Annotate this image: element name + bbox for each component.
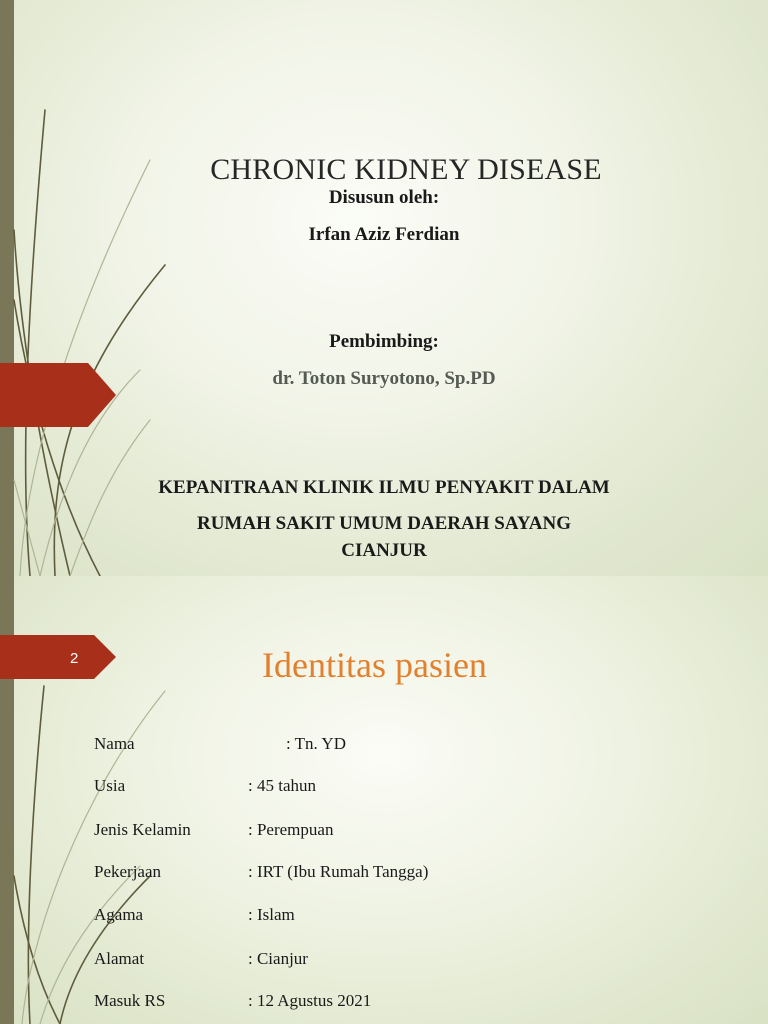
slide-2 bbox=[0, 576, 768, 1024]
field-label: Jenis Kelamin bbox=[94, 820, 191, 839]
field-label: Pekerjaan bbox=[94, 862, 162, 881]
field-label: Usia bbox=[94, 776, 126, 795]
institution-line-3: CIANJUR bbox=[341, 540, 427, 561]
field-label: Masuk RS bbox=[94, 991, 166, 1010]
field-value: : Perempuan bbox=[248, 820, 334, 839]
slide-number: 2 bbox=[70, 650, 79, 667]
institution-line-2: RUMAH SAKIT UMUM DAERAH SAYANG bbox=[196, 513, 572, 534]
advisor-label: Pembimbing: bbox=[329, 331, 439, 352]
slide-tab bbox=[0, 635, 116, 679]
advisor-name: dr. Toton Suryotono, Sp.PD bbox=[272, 368, 496, 389]
field-value: : 45 tahun bbox=[248, 776, 316, 795]
field-value: : Cianjur bbox=[248, 949, 308, 968]
field-value: : 12 Agustus 2021 bbox=[248, 991, 372, 1010]
field-value: : Islam bbox=[248, 905, 295, 924]
slide-title: Identitas pasien bbox=[262, 645, 487, 685]
field-label: Nama bbox=[94, 734, 135, 753]
field-label: Alamat bbox=[94, 949, 145, 968]
field-label: Agama bbox=[94, 905, 144, 924]
prepared-by-label: Disusun oleh: bbox=[328, 187, 440, 208]
author-name: Irfan Aziz Ferdian bbox=[308, 224, 460, 245]
field-value: : Tn. YD bbox=[286, 734, 346, 753]
institution-line-1: KEPANITRAAN KLINIK ILMU PENYAKIT DALAM bbox=[158, 477, 610, 498]
slide-title: CHRONIC KIDNEY DISEASE bbox=[210, 153, 602, 186]
field-value: : IRT (Ibu Rumah Tangga) bbox=[248, 862, 429, 881]
